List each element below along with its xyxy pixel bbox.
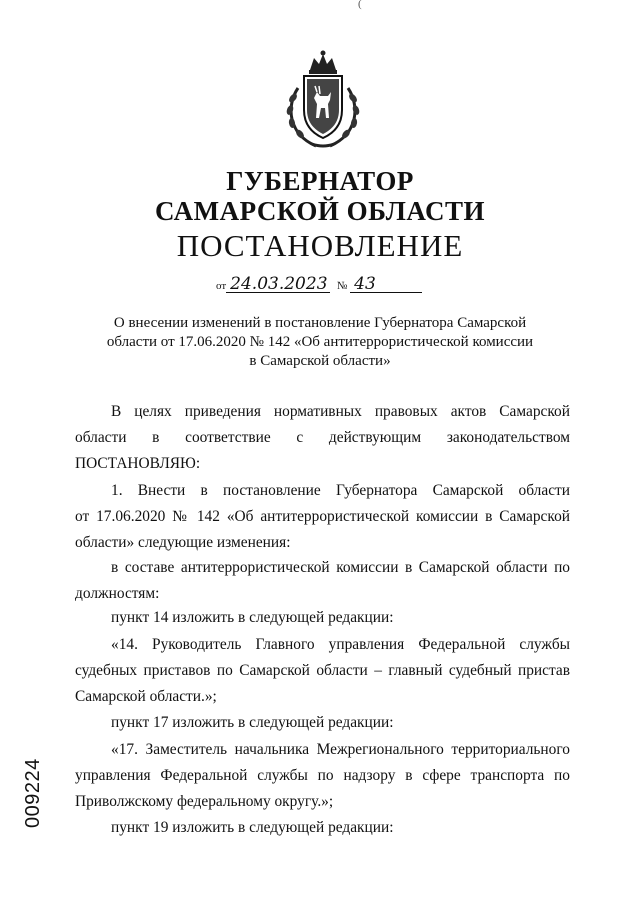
body-line: пункт 14 изложить в следующей редакции: <box>111 609 394 626</box>
body-line: пункт 19 изложить в следующей редакции: <box>111 819 394 836</box>
body-line: должностям: <box>75 585 160 602</box>
handwritten-date: 24.03.2023 <box>226 276 330 293</box>
body-line: Приволжскому федеральному округу.»; <box>75 793 334 810</box>
body-line: от 17.06.2020 № 142 «Об антитеррористической комиссии в Самарской <box>75 508 570 525</box>
number-label: № <box>336 280 348 292</box>
registration-number: 009224 <box>22 758 44 828</box>
governor-title-line1: ГУБЕРНАТОР <box>226 166 414 196</box>
date-number-line <box>216 276 422 293</box>
body-line: Самарской области.»; <box>75 688 217 705</box>
body-line: судебных приставов по Самарской области – главный судебный пристав <box>75 662 570 679</box>
body-line: 1. Внести в постановление Губернатора Самарской области <box>111 482 570 499</box>
subject-line: О внесении изменений в постановление Губернатора Самарской <box>113 315 527 331</box>
body-line: В целях приведения нормативных правовых актов Самарской <box>111 403 570 420</box>
subject-line: в Самарской области» <box>249 353 391 369</box>
body-line: «17. Заместитель начальника Межрегионального территориального <box>111 741 570 758</box>
body-line: области в соответствие с действующим законодательством <box>75 429 570 446</box>
document-type-title: ПОСТАНОВЛЕНИЕ <box>176 228 464 263</box>
body-line: пункт 17 изложить в следующей редакции: <box>111 714 394 731</box>
date-label: от <box>216 280 227 292</box>
body-line: «14. Руководитель Главного управления Федеральной службы <box>111 636 570 653</box>
body-line: области» следующие изменения: <box>75 534 291 551</box>
body-line: в составе антитеррористической комиссии в Самарской области по <box>111 559 570 576</box>
handwritten-number: 43 <box>350 276 422 293</box>
subject-line: области от 17.06.2020 № 142 «Об антитеррористической комиссии <box>106 334 534 350</box>
document-subject <box>100 314 540 371</box>
coat-of-arms-emblem <box>276 48 370 152</box>
body-line: ПОСТАНОВЛЯЮ: <box>75 455 201 472</box>
scan-mark: ( <box>358 0 362 10</box>
governor-title-line2: САМАРСКОЙ ОБЛАСТИ <box>154 196 486 226</box>
body-line: управления Федеральной службы по надзору в сфере транспорта по <box>75 767 570 784</box>
